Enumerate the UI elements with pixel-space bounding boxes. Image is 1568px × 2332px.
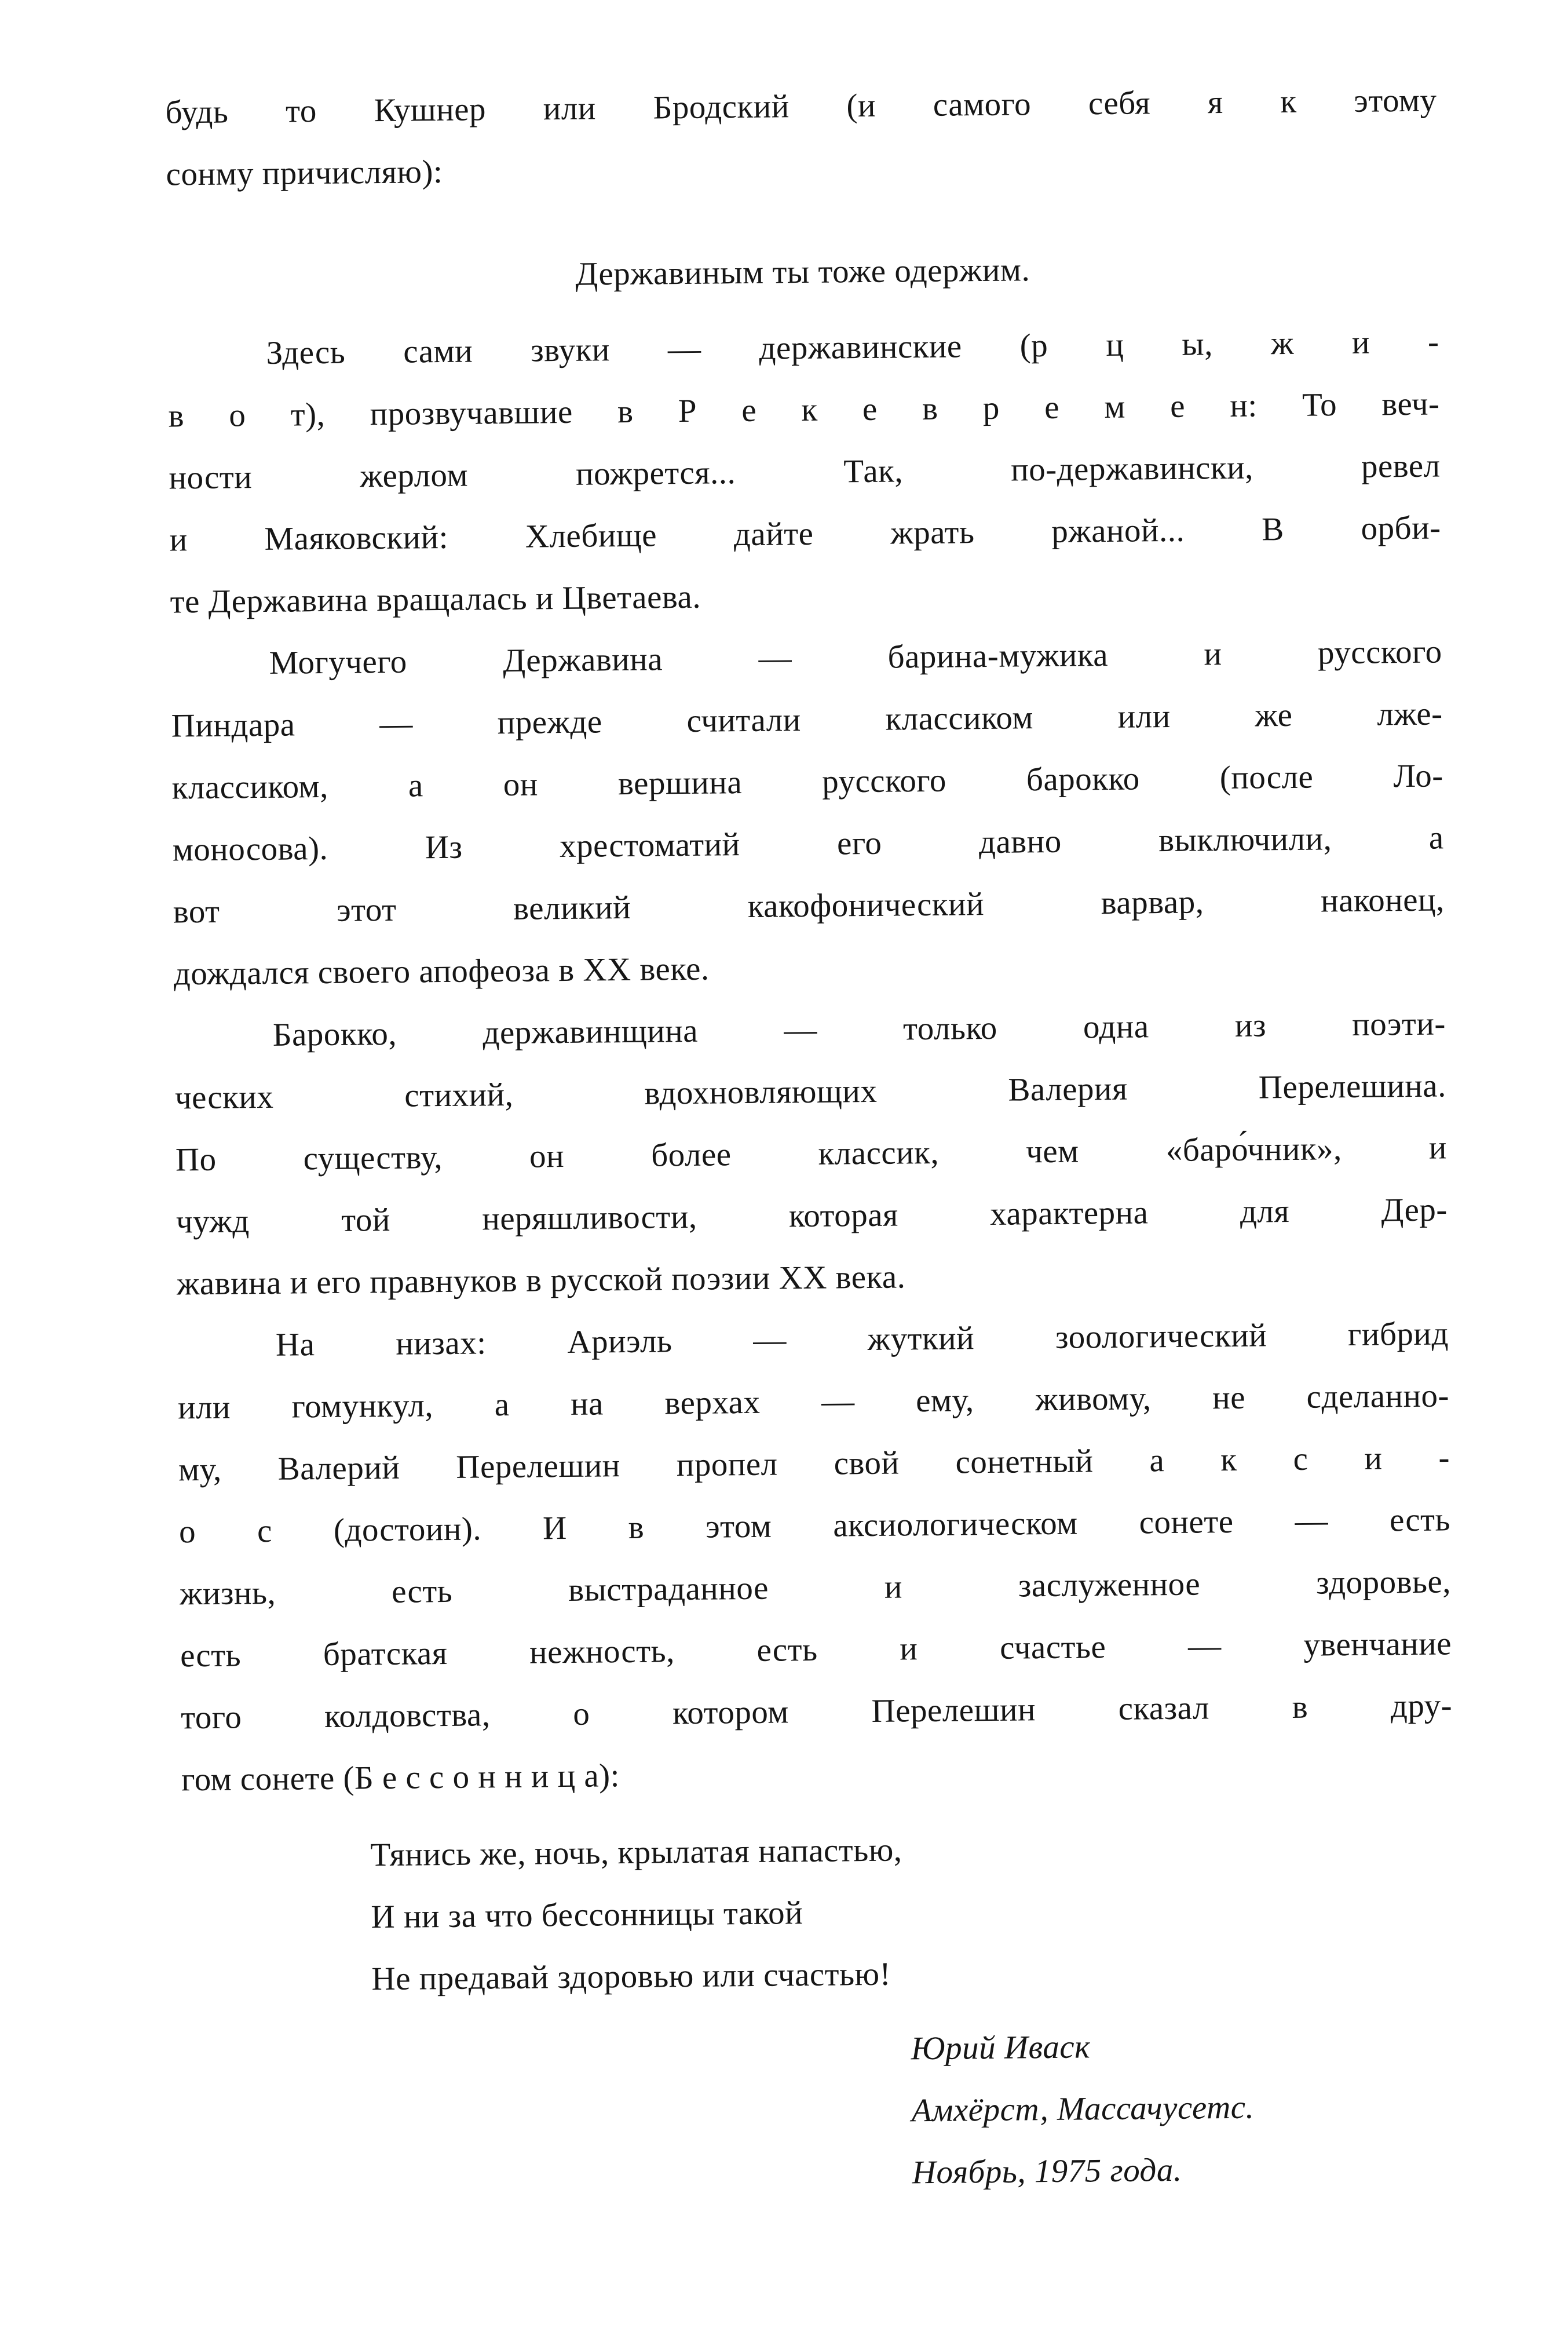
paragraph-zvuki	[167, 311, 1442, 633]
text-line: Барокко, державинщина — только одна из поэти-	[272, 1005, 1446, 1053]
text-line: моносова). Из хрестоматий его давно выключили, а	[172, 819, 1444, 868]
text-line: жавина и его правнуков в русской поэзии XX века.	[176, 1258, 906, 1302]
paragraph-barokko	[174, 992, 1448, 1315]
paragraph-na-nizah	[177, 1302, 1453, 1811]
text-line: сонму причисляю):	[166, 153, 443, 193]
text-line: На низах: Ариэль — жуткий зоологический гибрид	[275, 1315, 1449, 1363]
opening-paragraph	[165, 69, 1438, 205]
text-line: и Маяковский: Хлебище дайте жрать ржаной... В орби-	[169, 509, 1441, 559]
text-line: того колдовства, о котором Перелешин сказал в дру-	[180, 1687, 1453, 1736]
text-line: чужд той неряшливости, которая характерна для Дер-	[176, 1191, 1448, 1240]
signature-place: Амхёрст, Массачусетс.	[911, 2089, 1255, 2129]
text-line: гом сонете (Б е с с о н н и ц а):	[181, 1757, 620, 1798]
paragraph-moguchego	[170, 621, 1445, 1005]
signature-author-name: Юрий Иваск	[911, 2028, 1091, 2067]
text-line: ности жерлом пожрется... Так, по-державински, ревел	[169, 447, 1441, 497]
text-line: в о т), прозвучавшие в Р е к е в р е м е н: То веч-	[168, 385, 1440, 435]
text-line: Здесь сами звуки — державинские (р ц ы, ж и -	[266, 323, 1439, 371]
text-line: вот этот великий какофонический варвар, наконец,	[173, 881, 1445, 930]
text-line: Пиндара — прежде считали классиком или же лже-	[171, 695, 1443, 745]
text-block	[165, 69, 1457, 2210]
text-line: классиком, а он вершина русского барокко (после Ло-	[171, 757, 1443, 806]
text-line: дождался своего апофеоза в XX веке.	[173, 950, 710, 992]
text-line: или гомункул, а на верхах — ему, живому, не сделанно-	[177, 1377, 1450, 1426]
text-line: жизнь, есть выстраданное и заслуженное здоровье,	[179, 1563, 1452, 1612]
text-line: ческих стихий, вдохновляющих Валерия Перелешина.	[174, 1067, 1447, 1116]
derzhavin-epigraph-line: Державиным ты тоже одержим.	[575, 251, 1030, 293]
text-line: о с (достоин). И в этом аксиологическом сонете — есть	[178, 1501, 1451, 1550]
text-line: Могучего Державина — барина-мужика и русского	[269, 633, 1442, 681]
verse-line: Не предавай здоровью или счастью!	[371, 1955, 891, 1998]
author-signature	[911, 2012, 1457, 2203]
text-line: му, Валерий Перелешин пропел свой сонетный а к с и -	[178, 1439, 1450, 1488]
signature-date: Ноябрь, 1975 года.	[912, 2151, 1182, 2191]
verse-line: Тянись же, ночь, крылатая напастью,	[370, 1831, 902, 1874]
text-line: те Державина вращалась и Цветаева.	[170, 578, 701, 621]
text-line: есть братская нежность, есть и счастье — увенчание	[180, 1625, 1452, 1674]
verse-line: И ни за что бессонницы такой	[371, 1895, 803, 1936]
text-line: будь то Кушнер или Бродский (и самого себя я к этому	[165, 82, 1437, 131]
verse-quotation	[370, 1813, 1455, 2010]
text-line: По существу, он более классик, чем «баро́чник», и	[175, 1129, 1448, 1178]
